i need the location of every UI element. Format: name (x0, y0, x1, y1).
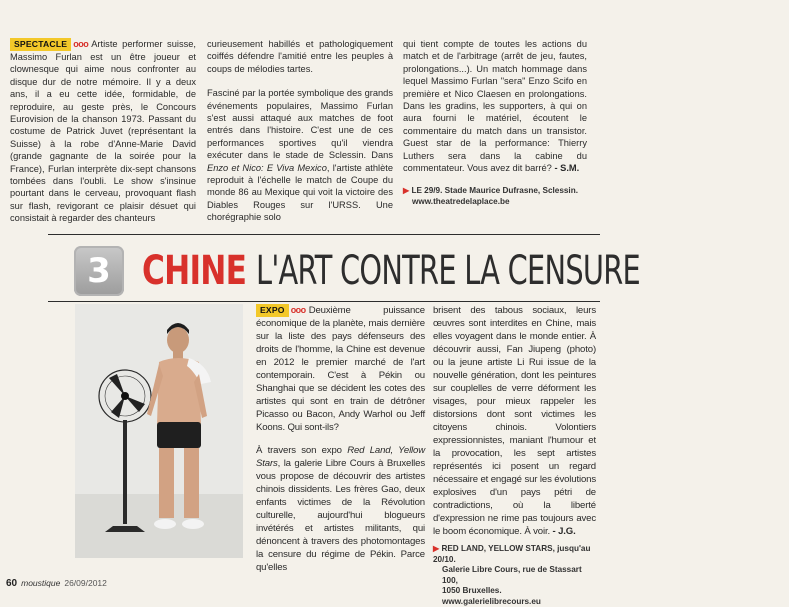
upper-col2-paragraph-2 (207, 87, 393, 223)
lower-col2-text-1: Deuxième puissance économique de la planète, mais dernière sur la liste des pays défenseurs des droits de l'homme, la Chine est devenue en 2012 le premier marché de l'art contemporain. C'est à Pékin ou Shanghai que se décident les cotes des artistes qui sont en train de détrôner Picasso ou Bacon, Andy Warhol ou Jeff Koons. Qui sont-ils? (256, 305, 425, 433)
expo-info-line-1: ▶ RED LAND, YELLOW STARS, jusqu'au 20/10. (433, 544, 591, 564)
upper-column-1 (10, 38, 196, 225)
expo-info-line-3[interactable]: 1050 Bruxelles. www.galerielibrecours.eu (442, 586, 541, 606)
upper-col3-paragraph (403, 38, 587, 174)
lower-column-2 (256, 304, 425, 574)
rating-dots: ooo (290, 305, 306, 315)
magazine-name: moustique (21, 578, 61, 588)
page-footer (6, 578, 107, 589)
upper-col1-text: Artiste performer suisse, Massimo Furlan est un être joueur et clownesque qui aime nous confronter au disque dur de notre mémoire. Il y a deux ans, il a eu cette idée, formidable, de reproduire, au geste près, le Concours Eurovision de la chanson 1973. Passant du costume de Patrick Juvet (représentant la Suisse) à la robe d'Anne-Marie David (grande gagnante de la soirée pour la France), Furlan interprète dix-sept chansons tombées dans l'oubli. Le show s'insinue pourtant dans le cerveau, provoquant flash sur flash, revigorant ce plaisir désuet qui consistait à regarder des chanteurs (10, 39, 196, 224)
author-signature: - J.G. (552, 526, 576, 537)
expo-title: Red Land, Yellow Stars (256, 445, 425, 469)
issue-date: 26/09/2012 (64, 578, 107, 588)
upper-column-2 (207, 38, 393, 224)
expo-info-line-2: Galerie Libre Cours, rue de Stassart 100, (442, 565, 582, 585)
expo-info (433, 544, 596, 607)
headline-top-rule (48, 234, 600, 235)
lower-col2-text-a: À travers son expo (256, 445, 348, 456)
lower-col2-text-b: , la galerie Libre Cours à Bruxelles vous propose de découvrir des artistes chinois dissidents. Les frères Gao, deux enfants victimes de la Révolution culturelle, aujourd'hui blogueurs invétérés et artistes militants, qui dénoncent à travers des photomontages la censure du régime de Pékin. Parce qu'elles (256, 458, 425, 573)
upper-col1-paragraph (10, 38, 196, 225)
page-number: 60 (6, 578, 18, 589)
event-info-line-1: ▶ LE 29/9. Stade Maurice Dufrasne, Sclessin. (403, 186, 578, 196)
triangle-bullet-icon: ▶ (403, 186, 410, 196)
artwork-photo (75, 304, 243, 558)
event-info (403, 186, 587, 207)
headline-subject: L'ART CONTRE LA CENSURE (255, 248, 640, 294)
lower-column-3 (433, 304, 596, 607)
section-number: 3 (87, 251, 111, 291)
event-website-link[interactable]: www.theatredelaplace.be (412, 196, 510, 206)
headline (74, 244, 640, 298)
show-title: Enzo et Nico: E Viva Mexico (207, 162, 327, 173)
triangle-bullet-icon: ▶ (433, 544, 440, 553)
upper-col2-paragraph-1: curieusement habillés et pathologiquement coiffés défendre l'amitié entre les peuples à coups de mélodies tartes. (207, 39, 393, 74)
section-tag-expo: EXPO (256, 304, 289, 317)
headline-country: CHINE (142, 248, 247, 294)
lower-col2-paragraph-2 (256, 444, 425, 574)
upper-col2-text-a: Fasciné par la portée symbolique des grands événements populaires, Massimo Furlan s'est aussi attaqué aux matches de foot entrés dans l'histoire. C'est une de ces performances sportives qu'il viendra exécuter dans le stade de Sclessin. Dans (207, 88, 393, 161)
section-number-badge (74, 246, 124, 296)
lower-col3-text: brisent des tabous sociaux, leurs œuvres sont interdites en Chine, mais elles voyagent dans le monde entier. À découvrir aussi, Fan Jiupeng (photo) ou la jeune artiste Li Rui issue de la nouvelle génération, dont les peintures sur couplelles de verre déforment les visages, pour mieux rappeler les distorsions dont sont victimes les citoyens chinois. Volontiers expressionnistes, maniant l'humour et la provocation, les sept artistes représentés ici posent un regard nécessaire et engagé sur les évolutions explosives d'un pays pétri de contradictions, où la liberté d'expression ne rime pas toujours avec le boom économique. À voir. (433, 305, 596, 537)
lower-col3-paragraph (433, 304, 596, 538)
section-tag-spectacle: SPECTACLE (10, 38, 71, 51)
headline-title (142, 248, 640, 294)
rating-dots: ooo (73, 39, 89, 49)
author-signature: - S.M. (554, 163, 580, 174)
lower-col2-paragraph-1 (256, 304, 425, 434)
upper-column-3 (403, 38, 587, 207)
upper-col3-text: qui tient compte de toutes les actions du match et de l'arbitrage (arrêt de jeu, fautes, prolongations...). Un match hommage dans lequel Massimo Furlan "sera" Enzo Scifo en première et Nico Claesen en prolongations. Dans les gradins, les supporters, à qui on aura fourni le matériel, écoutent le commentaire du match dans un transistor. Guest star de la performance: Thierry Luthers sera dans la cabine du commentateur. Vous avez dit barré? (403, 39, 587, 174)
upper-col2-text-b: , l'artiste athlète reproduit à l'échelle le match de Coupe du monde 86 au Mexique qui voit la victoire des Diables Rouges sur l'URSS. Une chorégraphie solo (207, 162, 393, 223)
performer-with-fan-photo (75, 304, 243, 558)
headline-bottom-rule (48, 301, 600, 302)
